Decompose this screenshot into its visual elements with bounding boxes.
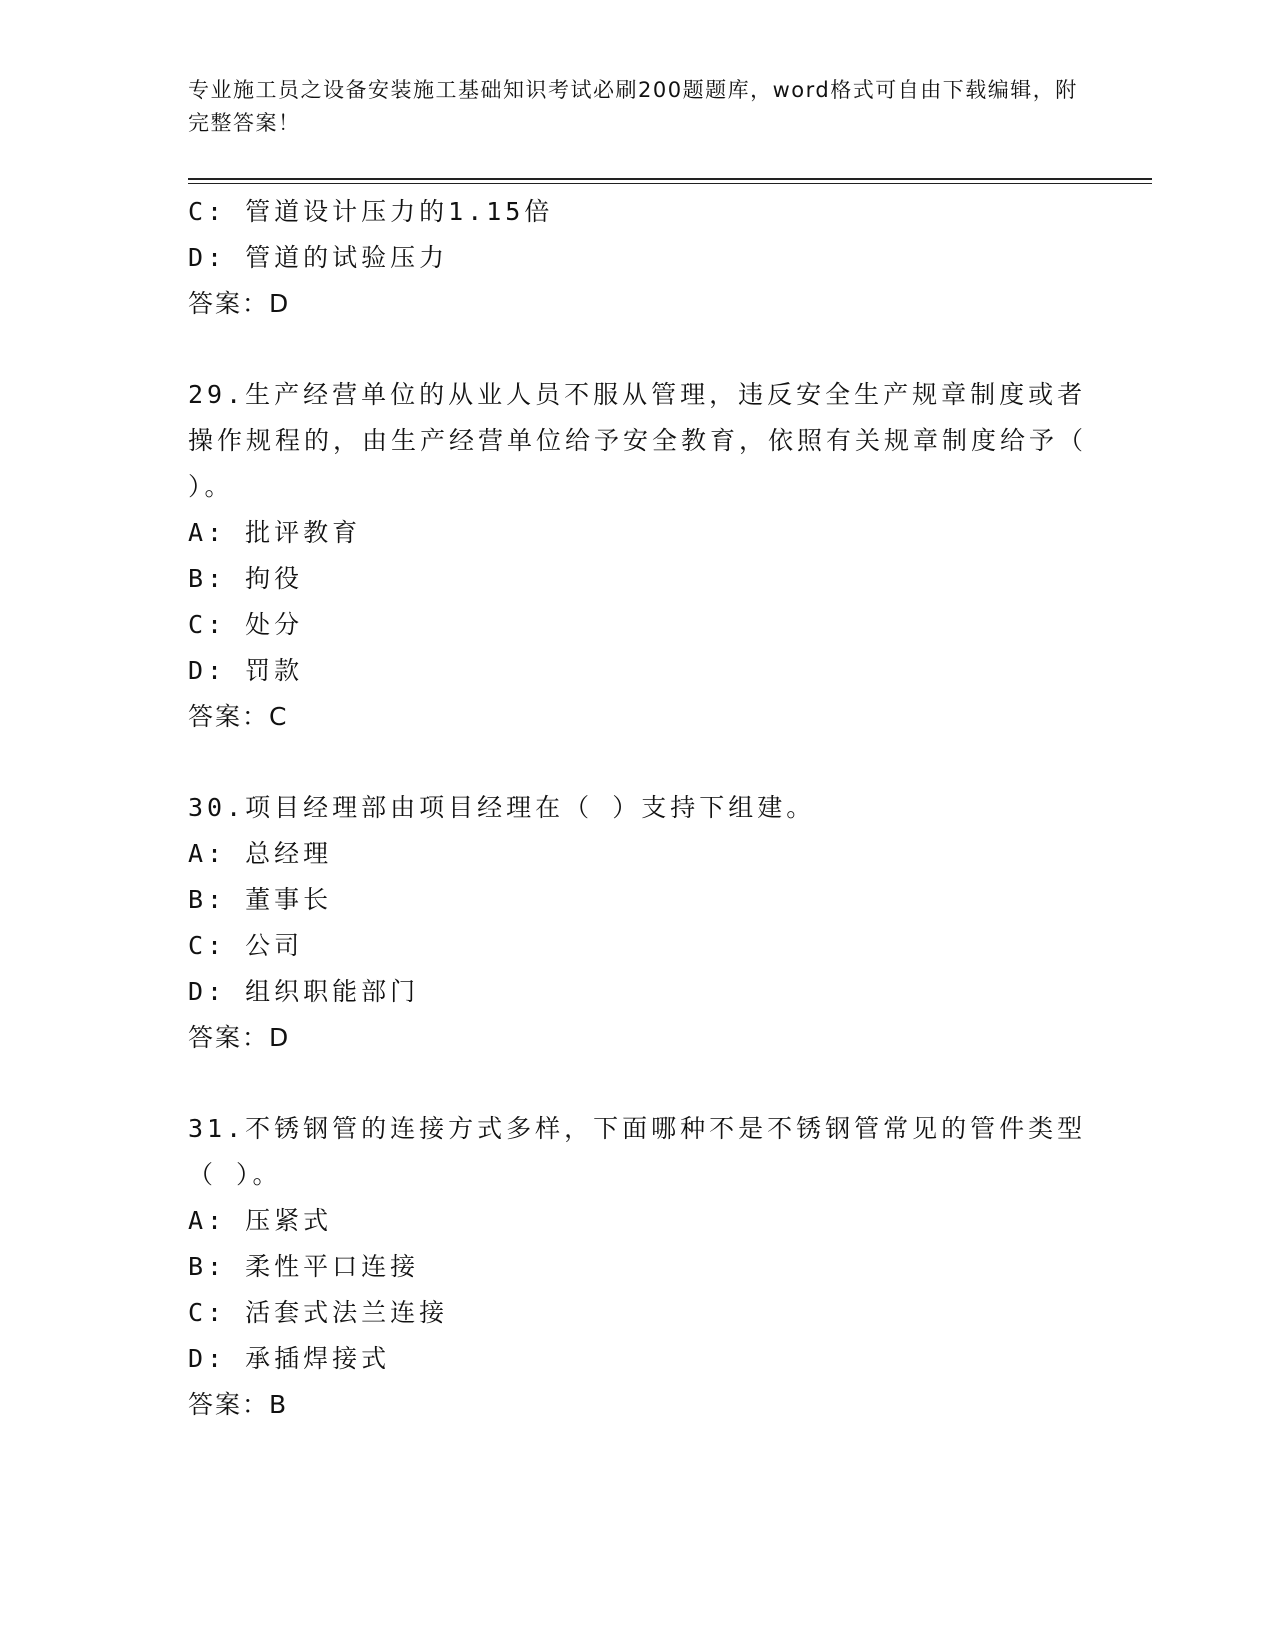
question-text: 30.项目经理部由项目经理在（ ）支持下组建。 [188, 793, 816, 822]
header-rule-thick [188, 178, 1152, 180]
option-d: D: 管道的试验压力 [188, 243, 449, 272]
option-b: B: 柔性平口连接 [188, 1252, 420, 1281]
question-list [188, 189, 1088, 1428]
answer: 答案：B [188, 1390, 289, 1419]
document-header: 专业施工员之设备安装施工基础知识考试必刷200题题库，word格式可自由下载编辑，附完整答案！ [188, 78, 1078, 135]
option-c: C: 活套式法兰连接 [188, 1298, 449, 1327]
question-text: 31.不锈钢管的连接方式多样，下面哪种不是不锈钢管常见的管件类型（ ）。 [188, 1114, 1087, 1189]
option-c: C: 公司 [188, 931, 304, 960]
header-rule-thin [188, 183, 1152, 184]
option-b: B: 拘役 [188, 564, 304, 593]
option-a: A: 压紧式 [188, 1206, 333, 1235]
option-d: D: 组织职能部门 [188, 977, 420, 1006]
question-28-tail [188, 189, 1088, 327]
option-c: C: 管道设计压力的1.15倍 [188, 197, 554, 226]
answer: 答案：D [188, 289, 291, 318]
option-d: D: 承插焊接式 [188, 1344, 391, 1373]
question-30 [188, 785, 1088, 1061]
question-31 [188, 1106, 1088, 1428]
option-b: B: 董事长 [188, 885, 333, 914]
answer: 答案：C [188, 702, 289, 731]
option-a: A: 总经理 [188, 839, 333, 868]
answer: 答案：D [188, 1023, 291, 1052]
option-c: C: 处分 [188, 610, 304, 639]
option-a: A: 批评教育 [188, 518, 362, 547]
option-d: D: 罚款 [188, 656, 304, 685]
question-text: 29.生产经营单位的从业人员不服从管理，违反安全生产规章制度或者操作规程的，由生产经营单位给予安全教育，依照有关规章制度给予（ ）。 [188, 380, 1088, 501]
question-29 [188, 372, 1088, 740]
